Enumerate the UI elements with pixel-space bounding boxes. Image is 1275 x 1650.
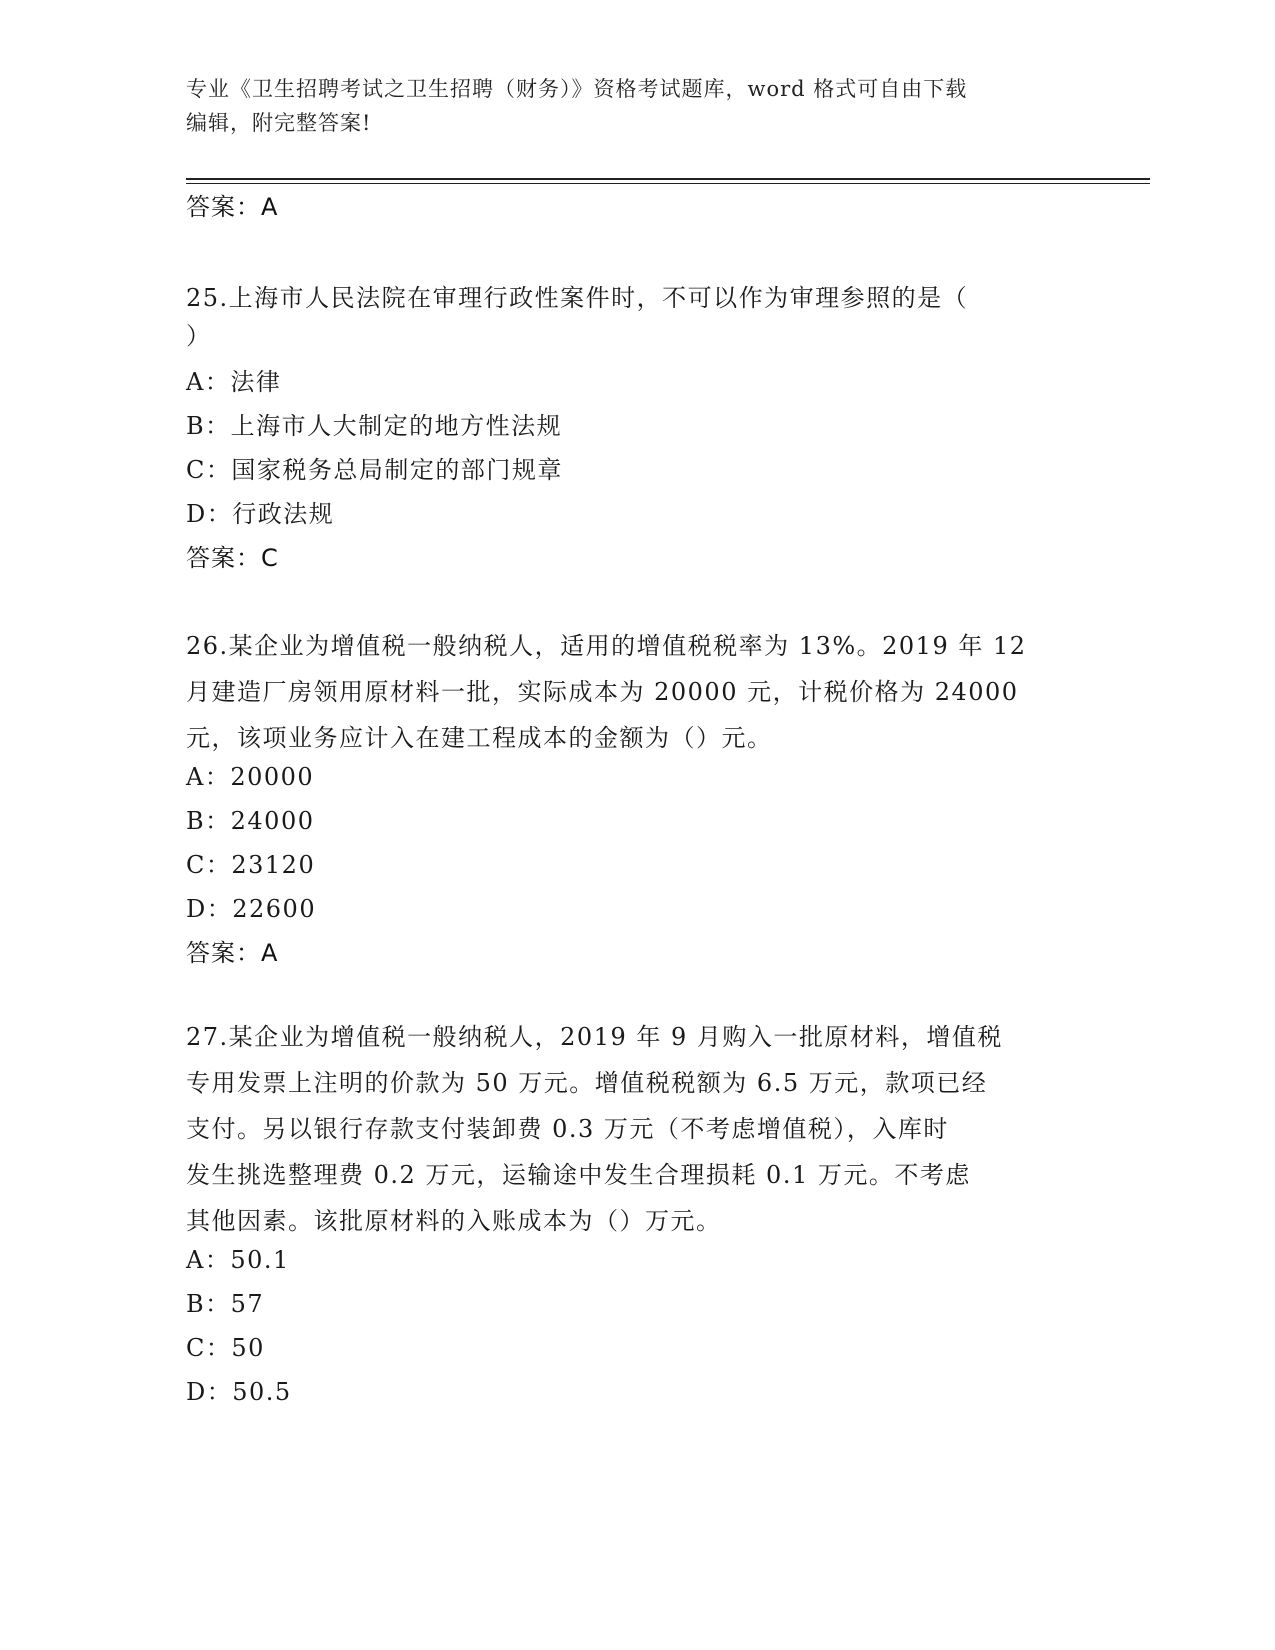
question-27-option-c: C：50 bbox=[186, 1334, 265, 1362]
question-26-answer: 答案：A bbox=[186, 939, 279, 967]
question-25-line-1: 25.上海市人民法院在审理行政性案件时，不可以作为审理参照的是（ bbox=[186, 284, 969, 312]
question-26-text bbox=[186, 623, 1086, 761]
question-25-text bbox=[186, 275, 1086, 359]
question-27-line-4: 发生挑选整理费 0.2 万元，运输途中发生合理损耗 0.1 万元。不考虑 bbox=[186, 1161, 971, 1189]
question-26-option-a: A：20000 bbox=[186, 763, 315, 791]
question-26-line-1: 26.某企业为增值税一般纳税人，适用的增值税税率为 13%。2019 年 12 bbox=[186, 632, 1027, 660]
question-26-option-d: D：22600 bbox=[186, 895, 317, 923]
question-26-option-b: B：24000 bbox=[186, 807, 315, 835]
question-27-option-b: B：57 bbox=[186, 1290, 265, 1318]
question-25-option-c: C：国家税务总局制定的部门规章 bbox=[186, 456, 563, 484]
question-27-line-2: 专用发票上注明的价款为 50 万元。增值税税额为 6.5 万元，款项已经 bbox=[186, 1069, 988, 1097]
question-27-option-a: A：50.1 bbox=[186, 1246, 290, 1274]
question-27-line-1: 27.某企业为增值税一般纳税人，2019 年 9 月购入一批原材料，增值税 bbox=[186, 1023, 1003, 1051]
question-25-option-b: B：上海市人大制定的地方性法规 bbox=[186, 412, 563, 440]
question-25-option-d: D：行政法规 bbox=[186, 500, 335, 528]
header-divider-thick bbox=[186, 178, 1150, 180]
header-line-1: 专业《卫生招聘考试之卫生招聘（财务）》资格考试题库，word 格式可自由下载 bbox=[186, 77, 968, 101]
header-line-2: 编辑，附完整答案! bbox=[186, 111, 372, 135]
previous-answer: 答案：A bbox=[186, 193, 279, 221]
question-27-line-3: 支付。另以银行存款支付装卸费 0.3 万元（不考虑增值税），入库时 bbox=[186, 1115, 949, 1143]
question-27-line-5: 其他因素。该批原材料的入账成本为（）万元。 bbox=[186, 1207, 722, 1235]
header-divider-thin bbox=[186, 183, 1150, 184]
question-27-option-d: D：50.5 bbox=[186, 1378, 292, 1406]
question-25-answer: 答案：C bbox=[186, 544, 279, 572]
document-header bbox=[186, 72, 1086, 140]
question-27-text bbox=[186, 1014, 1086, 1244]
question-26-line-3: 元，该项业务应计入在建工程成本的金额为（）元。 bbox=[186, 724, 773, 752]
question-25-line-2: ） bbox=[186, 322, 212, 350]
question-26-option-c: C：23120 bbox=[186, 851, 316, 879]
question-26-line-2: 月建造厂房领用原材料一批，实际成本为 20000 元，计税价格为 24000 bbox=[186, 678, 1019, 706]
question-25-option-a: A：法律 bbox=[186, 368, 282, 396]
